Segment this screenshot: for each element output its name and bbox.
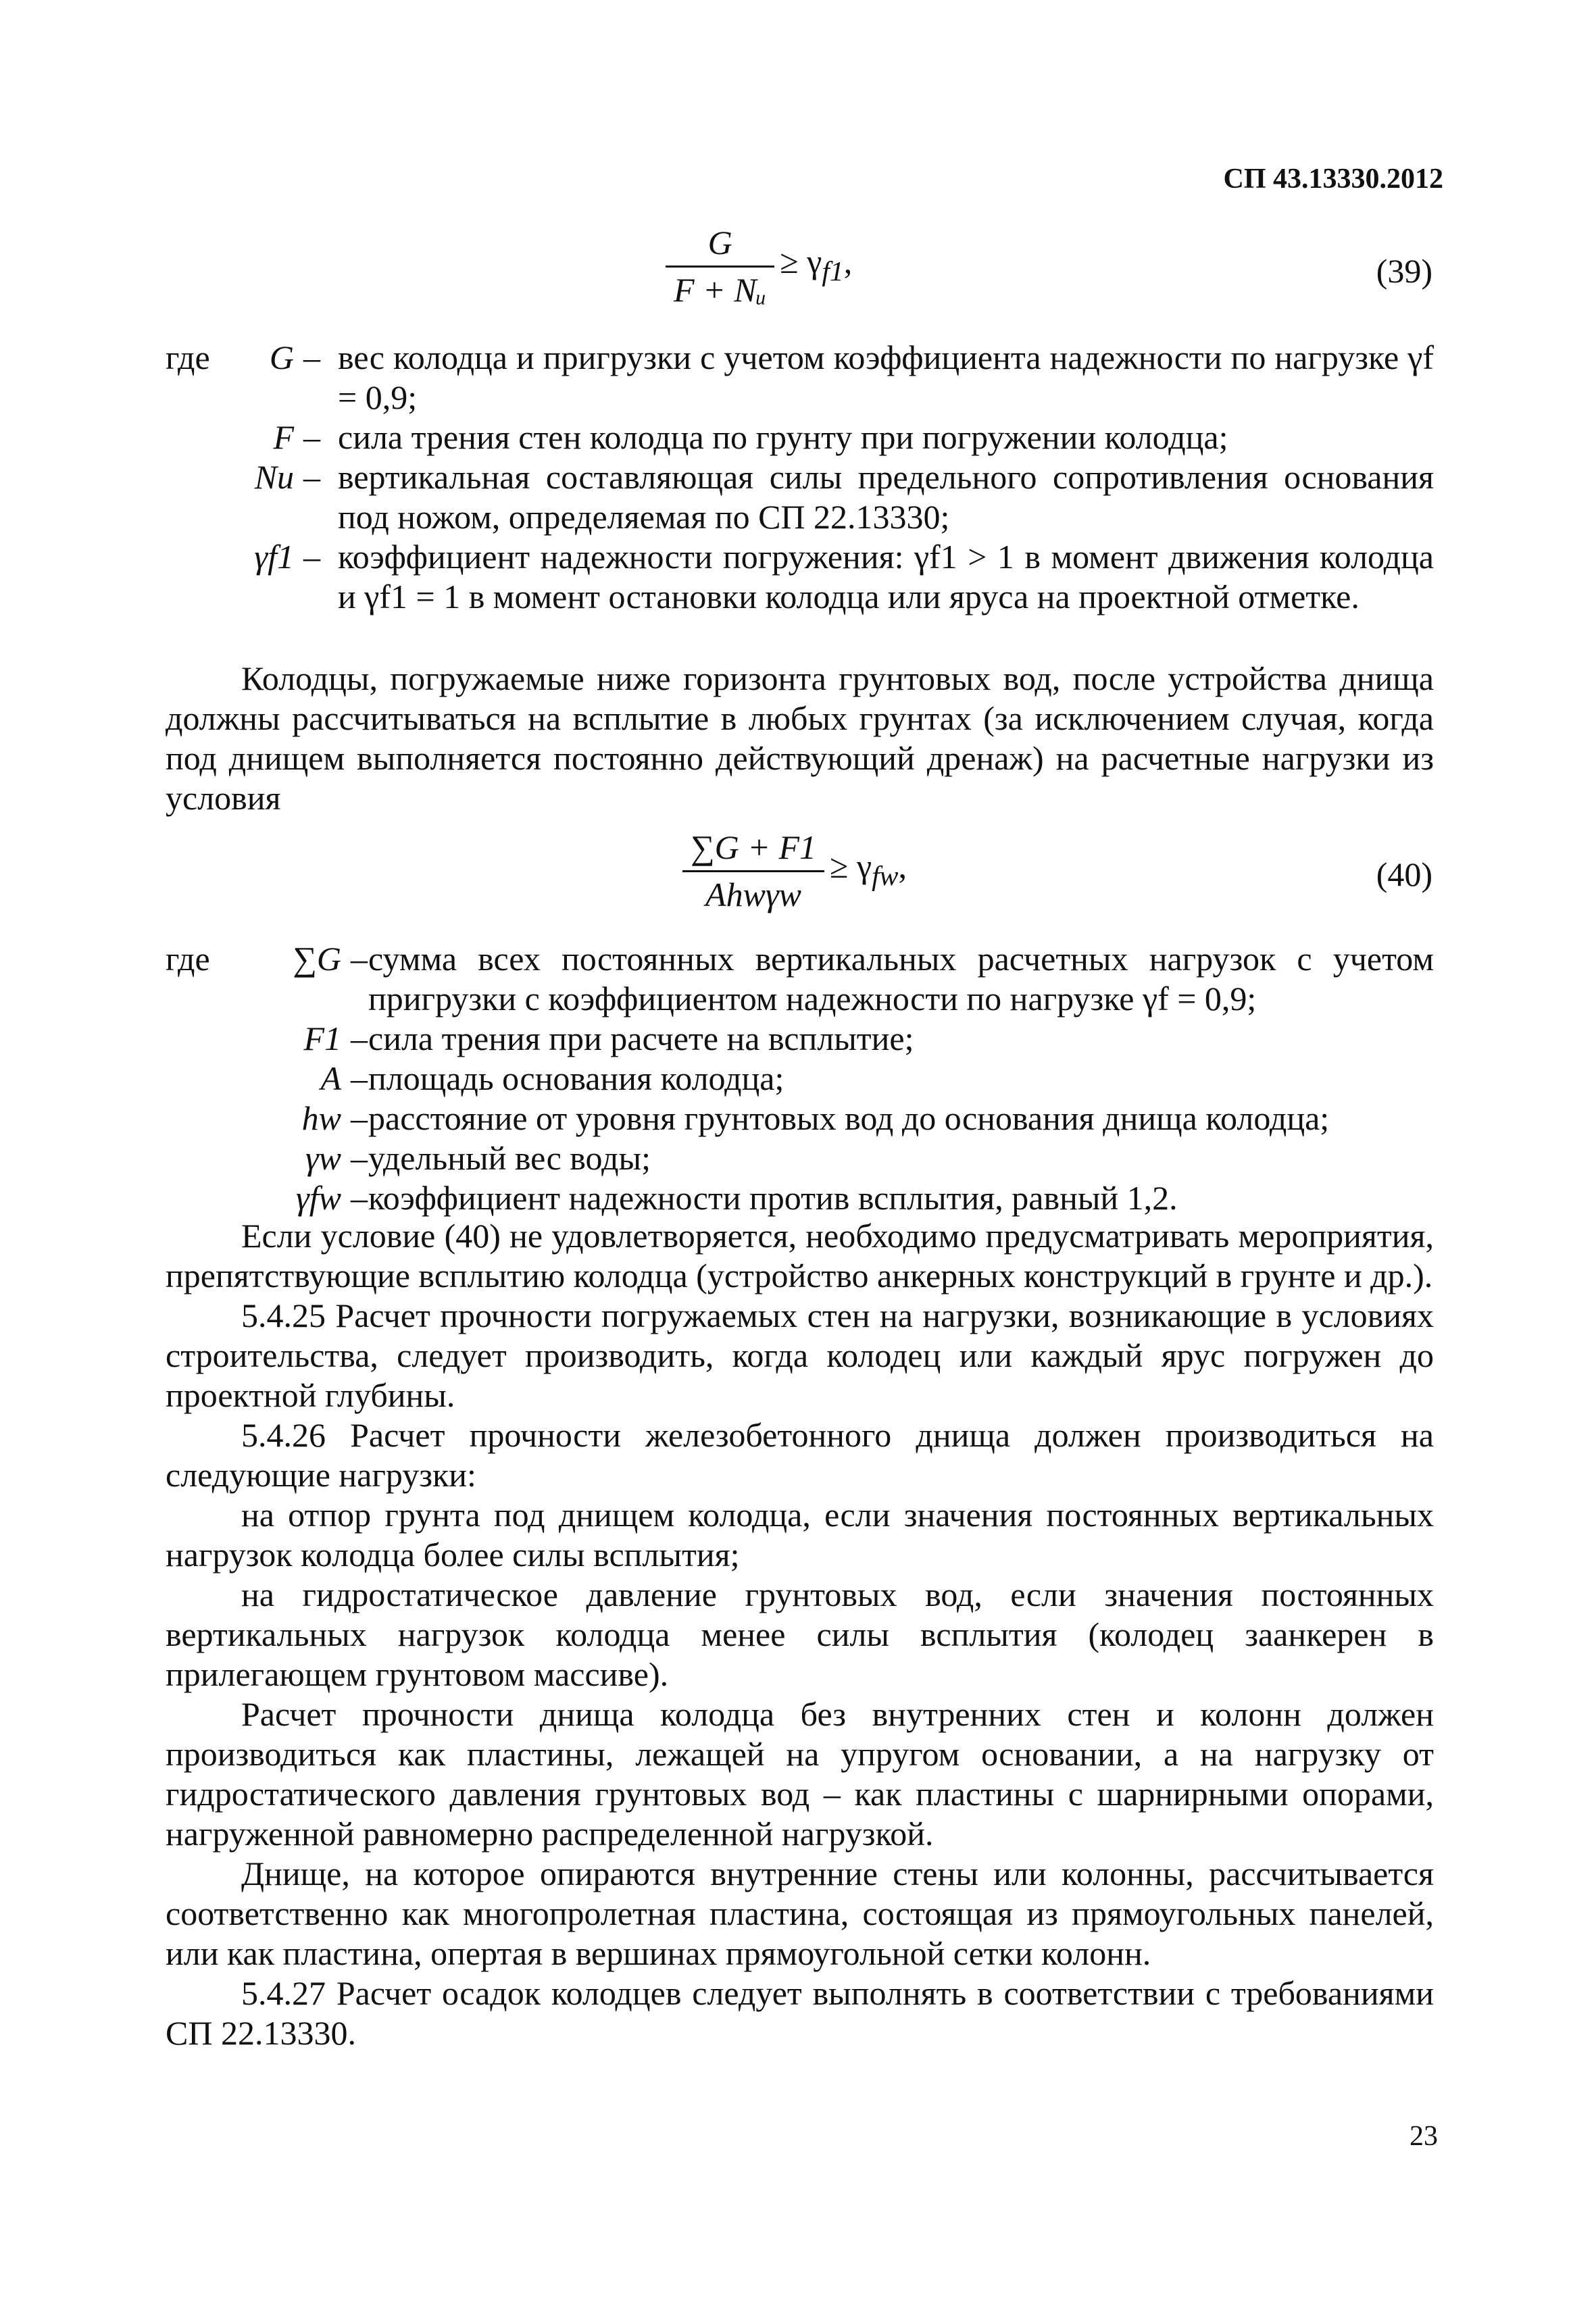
definition-text: коэффициент надежности против всплытия, равный 1,2. xyxy=(368,1179,1178,1217)
formula-40-relation: ≥ $\gamma_{fw}$, xyxy=(830,847,907,892)
definition-row xyxy=(166,939,1434,1019)
document-code: СП 43.13330.2012 xyxy=(1223,164,1443,195)
definition-symbol: F xyxy=(273,418,294,456)
definition-text: вертикальная составляющая силы предельного сопротивления основания под ножом, определяемая по СП 22.13330; xyxy=(338,458,1434,536)
definition-row xyxy=(166,1138,1434,1178)
definitions-40 xyxy=(166,939,1434,1218)
definition-text: расстояние от уровня грунтовых вод до основания днища колодца; xyxy=(368,1099,1330,1137)
definition-symbol: hw xyxy=(301,1099,341,1137)
definition-dash: – xyxy=(351,1139,368,1177)
definition-text: площадь основания колодца; xyxy=(368,1059,784,1097)
definition-dash: – xyxy=(303,418,320,456)
definition-dash: – xyxy=(351,940,368,978)
definition-symbol: F1 xyxy=(303,1020,341,1057)
definition-text: коэффициент надежности погружения: γf1 > 1 в момент движения колодца и γf1 = 1 в момент остановки колодца или яруса на проектной отметке. xyxy=(338,538,1434,615)
formula-40 xyxy=(682,828,907,915)
formula-40-fraction xyxy=(682,828,824,915)
definition-text: сила трения при расчете на всплытие; xyxy=(368,1020,914,1057)
body-paragraph: 5.4.27 Расчет осадок колодцев следует выполнять в соответствии с требованиями СП 22.13330. xyxy=(166,1974,1434,2052)
formula-39-denominator: F + Nᵤ xyxy=(666,266,774,310)
body-paragraph: Если условие (40) не удовлетворяется, необходимо предусматривать мероприятия, препятствующие всплытию колодца (устройство анкерных конструкций в грунте и др.). xyxy=(166,1217,1434,1294)
definition-dash: – xyxy=(303,338,320,376)
definition-dash: – xyxy=(351,1059,368,1097)
paragraph-floating xyxy=(166,659,1434,818)
definition-dash: – xyxy=(303,458,320,496)
definition-dash: – xyxy=(351,1099,368,1137)
definitions-39 xyxy=(166,338,1434,617)
where-label: где xyxy=(166,940,210,978)
definition-symbol: γw xyxy=(305,1139,341,1177)
formula-39-fraction xyxy=(666,223,774,310)
formula-39 xyxy=(666,223,852,310)
definition-dash: – xyxy=(303,538,320,576)
equation-number-39: (39) xyxy=(1376,252,1432,290)
definition-symbol: ∑G xyxy=(293,940,341,978)
definition-row xyxy=(166,1059,1434,1099)
formula-39-numerator: G xyxy=(707,224,732,261)
body-paragraph: 5.4.25 Расчет прочности погружаемых стен на нагрузки, возникающие в условиях строительства, следует производить, когда колодец или каждый ярус погружен до проектной глубины. xyxy=(166,1297,1434,1414)
definition-row xyxy=(166,1178,1434,1218)
definition-row xyxy=(166,1019,1434,1059)
definition-text: сумма всех постоянных вертикальных расчетных нагрузок с учетом пригрузки с коэффициентом надежности по нагрузке γf = 0,9; xyxy=(368,940,1434,1017)
body-paragraph: Днище, на которое опираются внутренние стены или колонны, рассчитывается соответственно как многопролетная пластина, состоящая из прямоугольных панелей, или как пластина, опертая в вершинах прямоугольной сетки колонн. xyxy=(166,1855,1434,1972)
definition-symbol: γfw xyxy=(296,1179,341,1217)
formula-40-denominator: Ahwγw xyxy=(682,870,824,915)
where-label: где xyxy=(166,338,210,376)
definition-dash: – xyxy=(351,1179,368,1217)
definition-dash: – xyxy=(351,1020,368,1057)
definition-row xyxy=(166,537,1434,617)
definition-text: удельный вес воды; xyxy=(368,1139,651,1177)
definition-text: вес колодца и пригрузки с учетом коэффициента надежности по нагрузке γf = 0,9; xyxy=(338,338,1434,416)
formula-40-numerator: ∑G + F1 xyxy=(691,828,817,866)
page-number: 23 xyxy=(1410,2121,1438,2152)
definition-row xyxy=(166,338,1434,418)
definition-row xyxy=(166,457,1434,537)
formula-39-relation: ≥ $\gamma_{f1}$, xyxy=(780,242,853,287)
definition-text: сила трения стен колодца по грунту при погружении колодца; xyxy=(338,418,1228,456)
definition-row xyxy=(166,418,1434,457)
body-paragraphs xyxy=(166,1216,1434,2053)
body-paragraph: Расчет прочности днища колодца без внутренних стен и колонн должен производиться как пластины, лежащей на упругом основании, а на нагрузку от гидростатического давления грунтовых вод – как пластины с шарнирными опорами, нагруженной равномерно распределенной нагрузкой. xyxy=(166,1695,1434,1853)
paragraph-floating-text: Колодцы, погружаемые ниже горизонта грунтовых вод, после устройства днища должны рассчитываться на всплытие в любых грунтах (за исключением случая, когда под днищем выполняется постоянно действующий дренаж) на расчетные нагрузки из условия xyxy=(166,659,1434,817)
body-paragraph: на отпор грунта под днищем колодца, если значения постоянных вертикальных нагрузок колодца более силы всплытия; xyxy=(166,1496,1434,1574)
definition-symbol: A xyxy=(320,1059,341,1097)
body-paragraph: на гидростатическое давление грунтовых вод, если значения постоянных вертикальных нагрузок колодца менее силы всплытия (колодец заанкерен в прилегающем грунтовом массиве). xyxy=(166,1576,1434,1693)
definition-symbol: Nu xyxy=(254,458,294,496)
body-paragraph: 5.4.26 Расчет прочности железобетонного днища должен производиться на следующие нагрузки: xyxy=(166,1416,1434,1494)
equation-number-40: (40) xyxy=(1376,855,1432,893)
definition-row xyxy=(166,1099,1434,1138)
definition-symbol: G xyxy=(269,338,294,376)
definition-symbol: γf1 xyxy=(254,538,294,576)
